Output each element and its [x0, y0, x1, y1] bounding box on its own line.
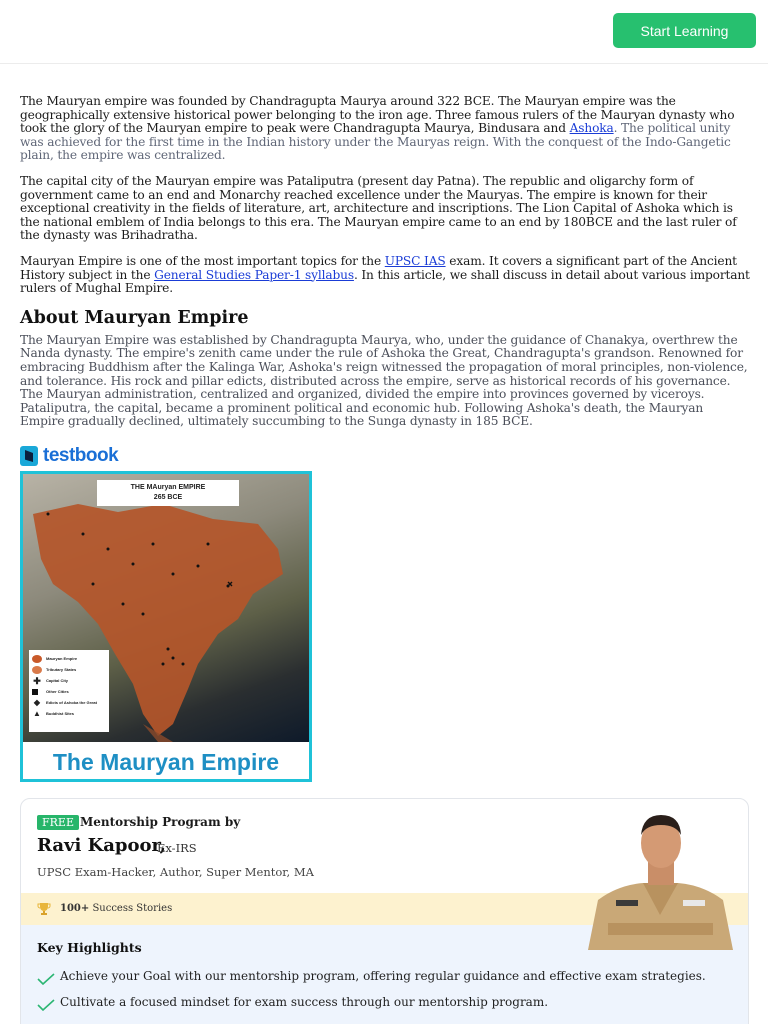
about-heading: About Mauryan Empire — [20, 307, 249, 328]
upsc-ias-link[interactable]: UPSC IAS — [384, 253, 446, 268]
success-count: 100+ — [60, 903, 90, 914]
free-badge: FREE — [37, 815, 79, 830]
legend-item — [32, 664, 106, 675]
legend-item — [32, 653, 106, 664]
legend-item — [32, 675, 106, 686]
legend-swatch-icon — [32, 655, 42, 663]
ashoka-link[interactable]: Ashoka — [569, 121, 614, 136]
trophy-icon — [37, 902, 51, 916]
intro-p3-text-end: . In this article, we shall discuss in detail about various important rulers of Mughal Empire. — [20, 267, 750, 296]
checkmark-icon — [37, 999, 55, 1011]
key-highlights-title: Key Highlights — [37, 940, 142, 955]
figure-caption: The Mauryan Empire — [23, 742, 309, 782]
highlight-text: Achieve your Goal with our mentorship program, offering regular guidance and effective exam strategies. — [60, 969, 706, 983]
square-icon — [32, 689, 38, 695]
map-legend — [29, 650, 109, 732]
mentor-photo — [588, 805, 733, 950]
map-title-box — [97, 480, 239, 506]
testbook-brand-text: testbook — [43, 445, 119, 466]
testbook-logo — [20, 444, 118, 468]
checkmark-icon — [37, 973, 55, 985]
intro-p1-text: The Mauryan empire was founded by Chandragupta Maurya around 322 BCE. The Mauryan empire was the geographically extensive historical power belonging to the iron age. Three famous rulers of the Mauryan dynasty who took the glory of the Mauryan empire to peak were Chandragupta Maurya, Bindusara and — [20, 94, 735, 136]
mentor-credentials: UPSC Exam-Hacker, Author, Super Mentor, MA — [37, 865, 314, 879]
mentor-title-suffix: Ex-IRS — [157, 841, 197, 855]
mentorship-program-label: Mentorship Program by — [80, 815, 241, 829]
intro-paragraph-2: The capital city of the Mauryan empire was Pataliputra (present day Patna). The republic and oligarchy form of government came to an end and Monarchy reached excellence under the Mauryas. The empire is known for their exceptional creativity in the fields of literature, art, architecture and inscriptions. The Lion Capital of Ashoka which is the national emblem of India belongs to this era. The Mauryan empire came to an end by 180BCE and the last ruler of the dynasty was Brihadratha. — [20, 173, 737, 243]
legend-item — [32, 708, 106, 719]
legend-label: Capital City — [46, 678, 69, 683]
intro-p3-text-mid: exam. It covers a significant part of the Ancient History subject in the — [20, 253, 737, 282]
legend-item — [32, 686, 106, 697]
legend-swatch-icon — [32, 666, 42, 674]
legend-label: Tributary States — [46, 667, 77, 672]
diamond-icon: ◆ — [33, 697, 41, 707]
article-content — [20, 95, 750, 429]
mauryan-empire-map-figure — [20, 471, 312, 782]
intro-paragraph-1 — [20, 95, 750, 163]
highlight-item — [37, 969, 706, 985]
map-title: THE MAuryan EMPIRE — [130, 484, 206, 491]
intro-paragraph-3 — [20, 255, 750, 296]
mentor-name: Ravi Kapoor, — [37, 835, 166, 856]
legend-label: Other Cities — [46, 689, 69, 694]
legend-item — [32, 697, 106, 708]
intro-p3-text: Mauryan Empire is one of the most important topics for the — [20, 253, 385, 268]
success-stories-text — [60, 903, 172, 914]
gs-paper-1-link[interactable]: General Studies Paper-1 syllabus — [154, 267, 354, 282]
map-image — [23, 474, 309, 742]
triangle-icon: ▲ — [33, 708, 41, 718]
start-learning-button[interactable]: Start Learning — [613, 13, 756, 48]
highlight-text: Cultivate a focused mindset for exam success through our mentorship program. — [60, 995, 549, 1009]
mentorship-card — [20, 798, 749, 1024]
about-paragraph: The Mauryan Empire was established by Chandragupta Maurya, who, under the guidance of Chanakya, overthrew the Nanda dynasty. The empire's zenith came under the rule of Ashoka the Great, Chandragupta's grandson. Renowned for embracing Buddhism after the Kalinga War, Ashoka's reign witnessed the propagation of moral principles, non-violence, and tolerance. His rock and pillar edicts, distributed across the empire, serve as historical records of his governance. The Mauryan administration, centralized and organized, divided the empire into provinces governed by viceroys. Pataliputra, the capital, became a prominent political and economic hub. Following Ashoka's death, the Mauryan Empire gradually declined, ultimately succumbing to the Sunga dynasty in 185 BCE. — [20, 332, 748, 429]
map-date: 265 BCE — [153, 494, 183, 501]
highlight-item — [37, 995, 548, 1011]
legend-label: Mauryan Empire — [46, 656, 78, 661]
cross-icon: ✚ — [33, 675, 41, 686]
testbook-mark-icon — [20, 446, 38, 466]
legend-label: Edicts of Ashoka the Great — [46, 700, 97, 705]
top-bar — [0, 0, 768, 64]
legend-label: Buddhist Sites — [46, 711, 75, 716]
intro-p1-text-continued: . The political unity was achieved for the first time in the Indian history under the Mauryas reign. With the conquest of the Indo-Gangetic plain, the empire was centralized. — [20, 121, 731, 163]
success-label: Success Stories — [89, 903, 173, 914]
